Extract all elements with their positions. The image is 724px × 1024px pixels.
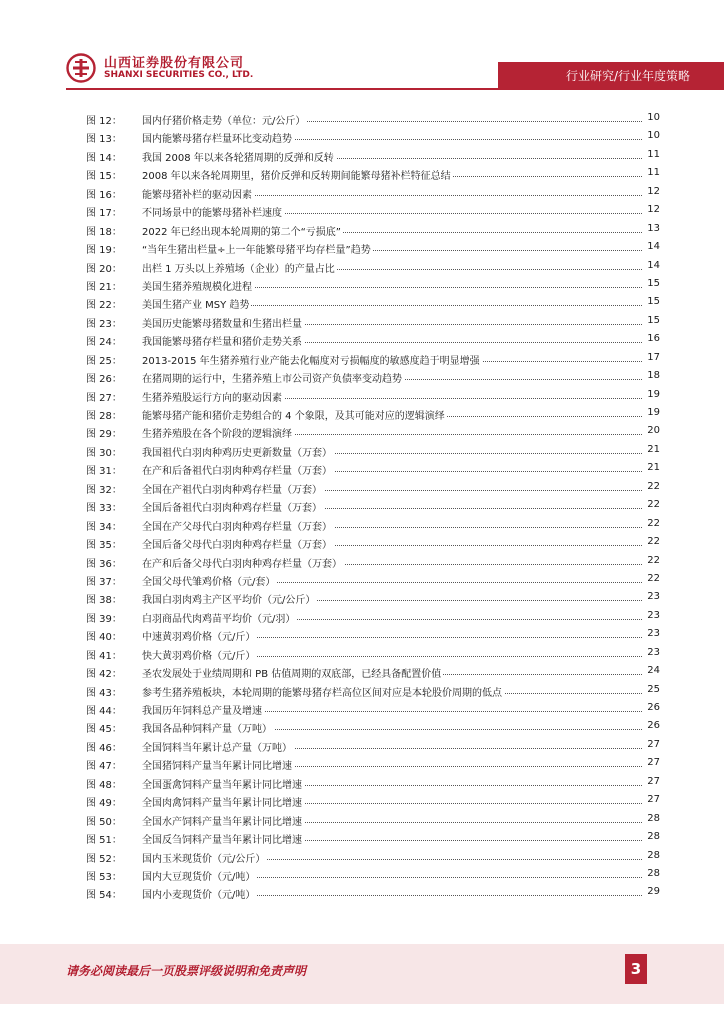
- figure-title: 我国能繁母猪存栏量和猪价走势关系: [142, 333, 304, 348]
- figure-number: 图 32：: [86, 484, 122, 496]
- company-logo-icon: [66, 53, 96, 83]
- page-ref: 15: [647, 277, 660, 289]
- figure-list: [86, 110, 660, 903]
- page-ref: 26: [647, 702, 660, 713]
- toc-row[interactable]: [86, 553, 660, 571]
- figure-title: 美国生猪产业 MSY 趋势: [142, 296, 251, 311]
- figure-number: 图 34：: [86, 521, 122, 533]
- figure-number: 图 12：: [86, 116, 122, 127]
- toc-row[interactable]: [86, 258, 660, 276]
- page-ref: 13: [647, 222, 660, 234]
- toc-row[interactable]: [86, 405, 660, 423]
- page-ref: 27: [647, 757, 660, 769]
- figure-title: 能繁母猪产能和猪价走势组合的 4 个象限，及其可能对应的逻辑演绎: [142, 407, 447, 422]
- toc-row[interactable]: [86, 331, 660, 349]
- page-ref: 14: [647, 241, 660, 253]
- figure-number: 图 42：: [86, 669, 122, 681]
- figure-title: 2013-2015 年生猪养殖行业产能去化幅度对亏损幅度的敏感度趋于明显增强: [142, 352, 482, 367]
- figure-number: 图 22：: [86, 300, 122, 312]
- page-ref: 26: [647, 720, 660, 732]
- figure-number: 图 53：: [86, 871, 122, 883]
- toc-row[interactable]: [86, 442, 660, 460]
- page-ref: 11: [647, 167, 660, 179]
- figure-number: 图 43：: [86, 687, 122, 699]
- toc-row[interactable]: [86, 737, 660, 755]
- page-ref: 28: [647, 849, 660, 861]
- figure-number: 图 39：: [86, 613, 122, 625]
- toc-row[interactable]: [86, 626, 660, 644]
- toc-row[interactable]: [86, 479, 660, 497]
- figure-number: 图 54：: [86, 890, 122, 902]
- page-ref: 27: [647, 738, 660, 750]
- figure-number: 图 25：: [86, 355, 122, 367]
- figure-number: 图 17：: [86, 208, 122, 220]
- toc-row[interactable]: [86, 460, 660, 478]
- page-ref: 27: [647, 775, 660, 787]
- toc-row[interactable]: [86, 534, 660, 552]
- figure-number: 图 23：: [86, 318, 122, 330]
- page-footer: [0, 944, 724, 1004]
- figure-title: 生猪养殖股运行方向的驱动因素: [142, 389, 284, 404]
- page-ref: 25: [647, 683, 660, 695]
- figure-number: 图 13：: [86, 134, 122, 146]
- page-ref: 17: [647, 351, 660, 363]
- page-ref: 22: [647, 536, 660, 548]
- figure-title: 能繁母猪补栏的驱动因素: [142, 186, 254, 201]
- toc-row[interactable]: [86, 608, 660, 626]
- figure-title: 国内玉米现货价（元/公斤）: [142, 850, 267, 865]
- company-name-cn: 山西证券股份有限公司: [104, 56, 245, 71]
- figure-number: 图 24：: [86, 337, 122, 349]
- figure-number: 图 30：: [86, 447, 122, 459]
- figure-title: 我国各品种饲料产量（万吨）: [142, 720, 274, 735]
- figure-number: 图 15：: [86, 171, 122, 183]
- toc-row[interactable]: [86, 884, 660, 902]
- toc-row[interactable]: [86, 184, 660, 202]
- toc-row[interactable]: [86, 755, 660, 773]
- report-type-banner: [498, 62, 724, 88]
- figure-title: “当年生猪出栏量÷上一年能繁母猪平均存栏量”趋势: [142, 241, 373, 256]
- figure-number: 图 47：: [86, 761, 122, 773]
- figure-number: 图 48：: [86, 779, 122, 791]
- page-ref: 19: [647, 388, 660, 400]
- page-ref: 23: [647, 628, 660, 640]
- figure-title: 全国猪饲料产量当年累计同比增速: [142, 757, 294, 772]
- figure-number: 图 52：: [86, 853, 122, 865]
- toc-row[interactable]: [86, 313, 660, 331]
- figure-title: 全国反刍饲料产量当年累计同比增速: [142, 831, 304, 846]
- figure-number: 图 41：: [86, 650, 122, 662]
- page-ref: 15: [647, 314, 660, 326]
- figure-number: 图 31：: [86, 466, 122, 478]
- figure-title: 在猪周期的运行中，生猪养殖上市公司资产负债率变动趋势: [142, 370, 404, 385]
- toc-row[interactable]: [86, 829, 660, 847]
- figure-title: 全国饲料当年累计总产量（万吨）: [142, 739, 294, 754]
- figure-title: 白羽商品代肉鸡苗平均价（元/羽）: [142, 610, 297, 625]
- figure-number: 图 28：: [86, 411, 122, 422]
- page-ref: 14: [647, 259, 660, 271]
- figure-title: 国内能繁母猪存栏量环比变动趋势: [142, 130, 294, 145]
- page-ref: 10: [647, 130, 660, 142]
- figure-number: 图 36：: [86, 558, 122, 570]
- figure-title: 全国蛋禽饲料产量当年累计同比增速: [142, 776, 304, 791]
- toc-row[interactable]: [86, 792, 660, 810]
- toc-row[interactable]: [86, 516, 660, 534]
- figure-title: 全国在产父母代白羽肉种鸡存栏量（万套）: [142, 518, 334, 533]
- figure-title: 参考生猪养殖板块，本轮周期的能繁母猪存栏高位区间对应是本轮股价周期的低点: [142, 684, 504, 699]
- figure-number: 图 18：: [86, 226, 122, 238]
- figure-title: 2008 年以来各轮周期里，猪价反弹和反转期间能繁母猪补栏特征总结: [142, 167, 453, 182]
- figure-title: 全国后备父母代白羽肉种鸡存栏量（万套）: [142, 536, 334, 551]
- toc-row[interactable]: [86, 221, 660, 239]
- figure-number: 图 44：: [86, 706, 122, 717]
- figure-title: 我国历年饲料总产量及增速: [142, 702, 264, 717]
- disclaimer-text: 请务必阅读最后一页股票评级说明和免责声明: [66, 964, 307, 978]
- figure-number: 图 45：: [86, 724, 122, 736]
- figure-number: 图 16：: [86, 189, 122, 201]
- figure-title: 全国后备祖代白羽肉种鸡存栏量（万套）: [142, 499, 324, 514]
- page-ref: 22: [647, 572, 660, 584]
- figure-title: 出栏 1 万头以上养殖场（企业）的产量占比: [142, 260, 337, 275]
- figure-title: 全国父母代雏鸡价格（元/套）: [142, 573, 277, 588]
- figure-number: 图 49：: [86, 798, 122, 810]
- figure-number: 图 50：: [86, 816, 122, 828]
- figure-title: 我国祖代白羽肉种鸡历史更新数量（万套）: [142, 444, 334, 459]
- figure-number: 图 27：: [86, 392, 122, 404]
- figure-title: 国内仔猪价格走势（单位：元/公斤）: [142, 112, 307, 127]
- toc-row[interactable]: [86, 165, 660, 183]
- page-ref: 22: [647, 499, 660, 511]
- toc-row[interactable]: [86, 718, 660, 736]
- figure-title: 圣农发展处于业绩周期和 PB 估值周期的双底部，已经具备配置价值: [142, 665, 443, 680]
- page-ref: 28: [647, 831, 660, 843]
- figure-number: 图 37：: [86, 576, 122, 588]
- page-ref: 12: [647, 204, 660, 216]
- figure-number: 图 51：: [86, 835, 122, 847]
- page-ref: 28: [647, 867, 660, 879]
- page-ref: 12: [647, 185, 660, 197]
- toc-row[interactable]: [86, 774, 660, 792]
- page-ref: 28: [647, 812, 660, 824]
- toc-row[interactable]: [86, 147, 660, 165]
- page-ref: 19: [647, 407, 660, 418]
- figure-number: 图 35：: [86, 540, 122, 552]
- figure-number: 图 46：: [86, 742, 122, 754]
- page-ref: 18: [647, 370, 660, 382]
- page-ref: 11: [647, 148, 660, 160]
- page-ref: 27: [647, 794, 660, 806]
- toc-row[interactable]: [86, 110, 660, 128]
- figure-title: 生猪养殖股在各个阶段的逻辑演绎: [142, 425, 294, 440]
- toc-row[interactable]: [86, 811, 660, 829]
- toc-row[interactable]: [86, 571, 660, 589]
- toc-row[interactable]: [86, 700, 660, 718]
- company-name-en: SHANXI SECURITIES CO., LTD.: [104, 70, 254, 80]
- figure-title: 快大黄羽鸡价格（元/斤）: [142, 647, 257, 662]
- toc-row[interactable]: [86, 128, 660, 146]
- toc-row[interactable]: [86, 387, 660, 405]
- toc-row[interactable]: [86, 848, 660, 866]
- toc-row[interactable]: [86, 202, 660, 220]
- figure-title: 国内小麦现货价（元/吨）: [142, 886, 257, 901]
- page-ref: 23: [647, 609, 660, 621]
- figure-title: 在产和后备祖代白羽肉种鸡存栏量（万套）: [142, 462, 334, 477]
- figure-title: 全国在产祖代白羽肉种鸡存栏量（万套）: [142, 481, 324, 496]
- page-number: 3: [625, 954, 647, 984]
- page-ref: 23: [647, 591, 660, 603]
- page-ref: 24: [647, 665, 660, 677]
- page-header: [0, 0, 724, 92]
- toc-row[interactable]: [86, 645, 660, 663]
- page-ref: 22: [647, 480, 660, 492]
- page-ref: 21: [647, 443, 660, 455]
- figure-number: 图 38：: [86, 595, 122, 607]
- toc-row[interactable]: [86, 350, 660, 368]
- page-ref: 22: [647, 554, 660, 566]
- figure-number: 图 19：: [86, 245, 122, 257]
- figure-title: 国内大豆现货价（元/吨）: [142, 868, 257, 883]
- toc-row[interactable]: [86, 497, 660, 515]
- page-ref: 20: [647, 425, 660, 437]
- page-ref: 29: [647, 886, 660, 898]
- figure-title: 全国肉禽饲料产量当年累计同比增速: [142, 794, 304, 809]
- figure-title: 我国白羽肉鸡主产区平均价（元/公斤）: [142, 591, 317, 606]
- figure-title: 美国生猪养殖规模化进程: [142, 278, 254, 293]
- figure-title: 中速黄羽鸡价格（元/斤）: [142, 628, 257, 643]
- toc-row[interactable]: [86, 663, 660, 681]
- toc-row[interactable]: [86, 423, 660, 441]
- toc-row[interactable]: [86, 368, 660, 386]
- toc-row[interactable]: [86, 276, 660, 294]
- toc-row[interactable]: [86, 239, 660, 257]
- figure-title: 在产和后备父母代白羽肉种鸡存栏量（万套）: [142, 555, 344, 570]
- figure-number: 图 40：: [86, 632, 122, 644]
- figure-number: 图 14：: [86, 152, 122, 164]
- figure-number: 图 26：: [86, 374, 122, 386]
- toc-row[interactable]: [86, 589, 660, 607]
- toc-row[interactable]: [86, 682, 660, 700]
- page-ref: 23: [647, 646, 660, 658]
- figure-number: 图 21：: [86, 281, 122, 293]
- page-ref: 21: [647, 462, 660, 474]
- page-ref: 15: [647, 296, 660, 308]
- figure-title: 美国历史能繁母猪数量和生猪出栏量: [142, 315, 304, 330]
- figure-title: 全国水产饲料产量当年累计同比增速: [142, 813, 304, 828]
- figure-number: 图 20：: [86, 263, 122, 275]
- toc-row[interactable]: [86, 294, 660, 312]
- figure-title: 不同场景中的能繁母猪补栏速度: [142, 204, 284, 219]
- figure-title: 2022 年已经出现本轮周期的第二个“亏损底”: [142, 223, 343, 238]
- figure-number: 图 29：: [86, 429, 122, 441]
- figure-title: 我国 2008 年以来各轮猪周期的反弹和反转: [142, 149, 336, 164]
- toc-row[interactable]: [86, 866, 660, 884]
- report-type-label: 行业研究/行业年度策略: [565, 69, 690, 83]
- figure-number: 图 33：: [86, 503, 122, 515]
- header-divider: [66, 88, 724, 90]
- page-ref: 16: [647, 333, 660, 345]
- page-ref: 22: [647, 517, 660, 529]
- page-ref: 10: [647, 112, 660, 123]
